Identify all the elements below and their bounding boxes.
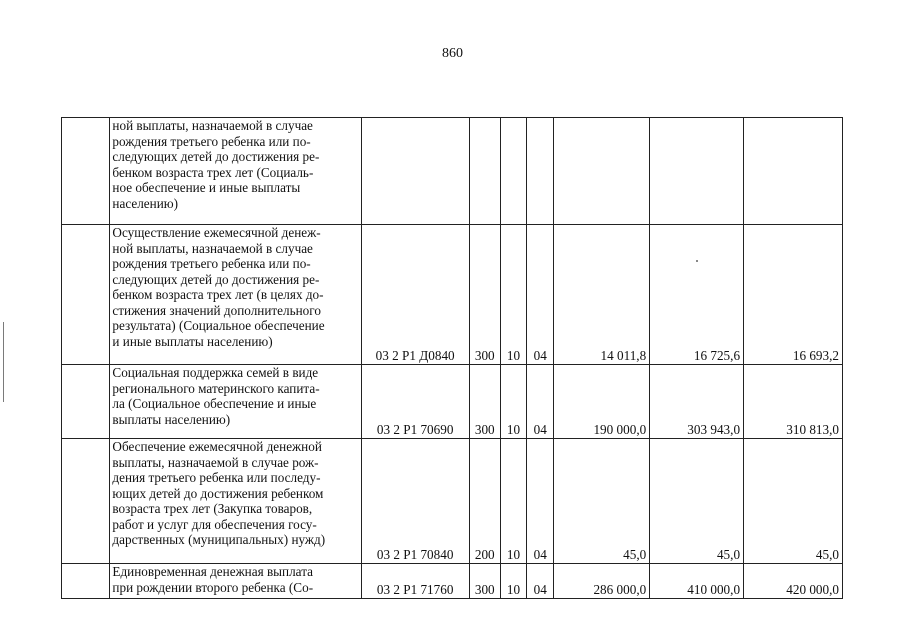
expense-name-line: возраста трех лет (Закупка товаров,	[112, 501, 313, 516]
expense-name-cell	[110, 439, 361, 564]
expense-name-cell	[110, 118, 361, 225]
row-number-cell	[62, 439, 110, 564]
section-code	[500, 118, 526, 225]
expense-name-line: ное обеспечение и иные выплаты	[112, 180, 301, 195]
table-row	[62, 225, 843, 365]
expense-name-line: следующих детей до достижения ре-	[112, 149, 320, 164]
expense-name-line: и иные выплаты населению)	[112, 333, 273, 349]
scan-edge-mark	[3, 322, 4, 402]
budget-table	[61, 117, 843, 599]
expense-name-line: регионального материнского капита-	[112, 380, 320, 396]
amount-year-2: 16 725,6	[650, 225, 744, 365]
amount-year-1: 45,0	[554, 439, 650, 564]
target-article-code: 03 2 Р1 70690	[361, 365, 469, 439]
expense-name-line: Единовременная денежная выплата	[112, 564, 313, 579]
target-article-code: 03 2 Р1 Д0840	[361, 225, 469, 365]
amount-year-3: 45,0	[744, 439, 843, 564]
expense-name-line: стижения значений дополнительного	[112, 302, 321, 318]
expense-name-cell	[110, 564, 361, 599]
expense-name-line: результата) (Социальное обеспечение	[112, 318, 325, 333]
section-code: 10	[500, 365, 526, 439]
amount-year-2: 45,0	[650, 439, 744, 564]
expense-name-line: дарственных (муниципальных) нужд)	[112, 532, 326, 547]
expense-name-line: Обеспечение ежемесячной денежной	[112, 439, 322, 454]
expense-name-line: рождения третьего ребенка или по-	[112, 256, 311, 271]
row-number-cell	[62, 118, 110, 225]
expense-name-line: Социальная поддержка семей в виде	[112, 365, 319, 380]
expense-name-cell	[110, 225, 361, 365]
expense-type-code	[469, 118, 500, 225]
table-row	[62, 564, 843, 599]
expense-type-code: 200	[469, 439, 500, 564]
expense-type-code: 300	[469, 225, 500, 365]
expense-name-line: ющих детей до достижения ребенком	[112, 485, 324, 501]
expense-name-line: следующих детей до достижения ре-	[112, 271, 320, 287]
subsection-code: 04	[527, 564, 554, 599]
subsection-code: 04	[527, 439, 554, 564]
target-article-code	[361, 118, 469, 225]
row-number-cell	[62, 564, 110, 599]
row-number-cell	[62, 365, 110, 439]
subsection-code	[527, 118, 554, 225]
amount-year-1: 286 000,0	[554, 564, 650, 599]
expense-name-line: населению)	[112, 195, 178, 211]
expense-name-line: при рождении второго ребенка (Со-	[112, 579, 314, 595]
expense-name-line: бенком возраста трех лет (в целях до-	[112, 287, 324, 302]
amount-year-2: 303 943,0	[650, 365, 744, 439]
expense-name-line: дения третьего ребенка или последу-	[112, 470, 321, 485]
expense-name-line: бенком возраста трех лет (Социаль-	[112, 164, 314, 180]
section-code: 10	[500, 439, 526, 564]
amount-year-2	[650, 118, 744, 225]
amount-year-3: 310 813,0	[744, 365, 843, 439]
expense-name-line: выплаты населению)	[112, 411, 231, 427]
row-number-cell	[62, 225, 110, 365]
expense-name-line: ла (Социальное обеспечение и иные	[112, 396, 317, 411]
amount-year-1: 14 011,8	[554, 225, 650, 365]
amount-year-1	[554, 118, 650, 225]
amount-year-3	[744, 118, 843, 225]
table-row	[62, 365, 843, 439]
expense-name-line: рождения третьего ребенка или по-	[112, 133, 311, 149]
section-code: 10	[500, 225, 526, 365]
amount-year-3: 420 000,0	[744, 564, 843, 599]
expense-name-line: работ и услуг для обеспечения госу-	[112, 516, 317, 532]
page-number: 860	[442, 46, 463, 61]
expense-type-code: 300	[469, 564, 500, 599]
expense-name-line: ной выплаты, назначаемой в случае	[112, 118, 313, 133]
amount-year-1: 190 000,0	[554, 365, 650, 439]
expense-name-line: выплаты, назначаемой в случае рож-	[112, 454, 319, 470]
subsection-code: 04	[527, 225, 554, 365]
expense-name-line: ной выплаты, назначаемой в случае	[112, 240, 313, 256]
table-row	[62, 439, 843, 564]
subsection-code: 04	[527, 365, 554, 439]
expense-type-code: 300	[469, 365, 500, 439]
target-article-code: 03 2 Р1 70840	[361, 439, 469, 564]
expense-name-line: Осуществление ежемесячной денеж-	[112, 225, 321, 240]
table-row	[62, 118, 843, 225]
amount-year-3: 16 693,2	[744, 225, 843, 365]
target-article-code: 03 2 Р1 71760	[361, 564, 469, 599]
expense-name-cell	[110, 365, 361, 439]
amount-year-2: 410 000,0	[650, 564, 744, 599]
section-code: 10	[500, 564, 526, 599]
